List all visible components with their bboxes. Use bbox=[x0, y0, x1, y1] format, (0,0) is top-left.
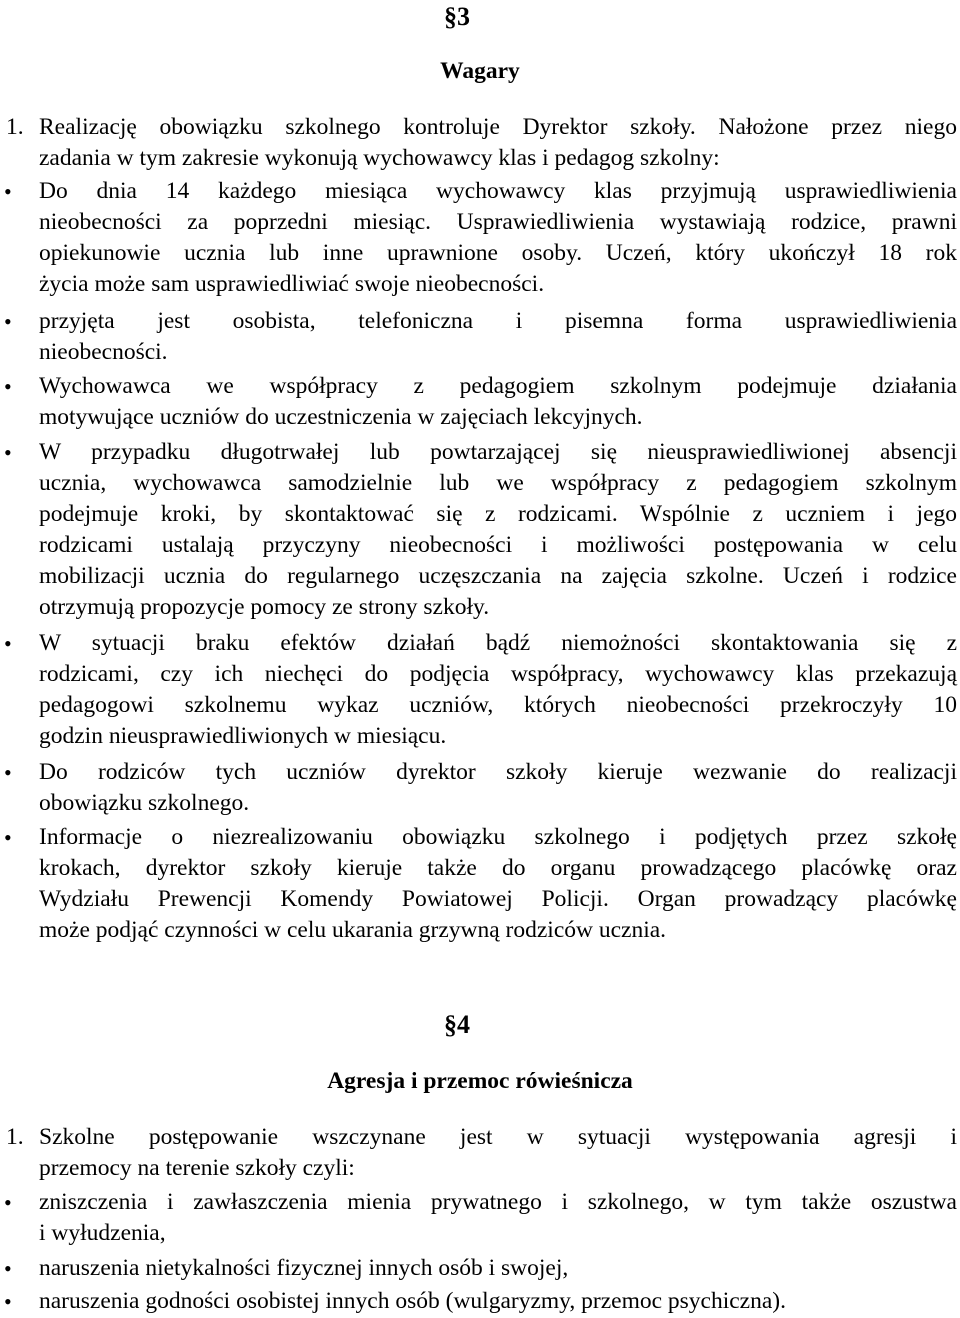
bullet-icon: • bbox=[4, 374, 12, 399]
list-item-text bbox=[39, 1286, 957, 1317]
text-line: Do rodziców tych uczniów dyrektor szkoły kieruje wezwanie do realizacji bbox=[39, 759, 957, 785]
text-line: motywujące uczniów do uczestniczenia w zajęciach lekcyjnych. bbox=[39, 404, 643, 430]
text-line: zadania w tym zakresie wykonują wychowawcy klas i pedagog szkolny: bbox=[39, 145, 720, 171]
list-item-text bbox=[39, 112, 957, 174]
text-line: otrzymują propozycje pomocy ze strony szkoły. bbox=[39, 594, 490, 620]
list-item-text bbox=[39, 822, 957, 946]
text-line: mobilizacji ucznia do regularnego uczęszczania na zajęcia szkolne. Uczeń i rodzice bbox=[39, 563, 957, 589]
text-line: godzin nieusprawiedliwionych w miesiącu. bbox=[39, 723, 447, 749]
text-line: rodzicami, czy ich niechęci do podjęcia współpracy, wychowawcy klas przekazują bbox=[39, 661, 957, 687]
bullet-icon: • bbox=[4, 631, 12, 656]
bullet-icon: • bbox=[4, 760, 12, 785]
bullet-icon: • bbox=[4, 825, 12, 850]
text-line: życia może sam usprawiedliwiać swoje nieobecności. bbox=[39, 271, 545, 297]
text-line: nieobecności za poprzedni miesiąc. Usprawiedliwienia wystawiają rodzice, prawni bbox=[39, 209, 957, 235]
list-item-text bbox=[39, 628, 957, 752]
bullet-icon: • bbox=[4, 309, 12, 334]
bullet-icon: • bbox=[4, 1256, 12, 1281]
bullet-icon: • bbox=[4, 440, 12, 465]
text-line: krokach, dyrektor szkoły kieruje także do organu prowadzącego placówkę oraz bbox=[39, 855, 957, 881]
text-line: zniszczenia i zawłaszczenia mienia prywatnego i szkolnego, w tym także oszustwa bbox=[39, 1189, 957, 1215]
text-line: przyjęta jest osobista, telefoniczna i pisemna forma usprawiedliwienia bbox=[39, 308, 957, 334]
list-item-text bbox=[39, 1122, 957, 1184]
list-item-text bbox=[39, 176, 957, 300]
text-line: W przypadku długotrwałej lub powtarzającej się nieusprawiedliwionej absencji bbox=[39, 439, 957, 465]
text-line: Wychowawca we współpracy z pedagogiem szkolnym podejmuje działania bbox=[39, 373, 957, 399]
text-line: naruszenia godności osobistej innych osób (wulgaryzmy, przemoc psychiczna). bbox=[39, 1288, 786, 1314]
list-number: 1. bbox=[6, 114, 24, 140]
text-line: Informacje o niezrealizowaniu obowiązku szkolnego i podjętych przez szkołę bbox=[39, 824, 957, 850]
list-item-text bbox=[39, 371, 957, 433]
bullet-icon: • bbox=[4, 179, 12, 204]
list-item-text bbox=[39, 437, 957, 623]
section-4-title: Agresja i przemoc rówieśnicza bbox=[327, 1068, 633, 1094]
text-line: podejmuje kroki, by skontaktować się z rodzicami. Wspólnie z uczniem i jego bbox=[39, 501, 957, 527]
section-3-title: Wagary bbox=[440, 58, 520, 84]
section-4-mark: §4 bbox=[444, 1010, 470, 1039]
list-item-text bbox=[39, 1187, 957, 1249]
text-line: Szkolne postępowanie wszczynane jest w sytuacji występowania agresji i bbox=[39, 1124, 957, 1150]
text-line: ucznia, wychowawca samodzielnie lub we współpracy z pedagogiem szkolnym bbox=[39, 470, 957, 496]
list-number: 1. bbox=[6, 1124, 24, 1150]
text-line: naruszenia nietykalności fizycznej innych osób i swojej, bbox=[39, 1255, 569, 1281]
text-line: przemocy na terenie szkoły czyli: bbox=[39, 1155, 355, 1181]
section-3-mark: §3 bbox=[444, 2, 470, 31]
text-line: nieobecności. bbox=[39, 339, 168, 365]
text-line: opiekunowie ucznia lub inne uprawnione osoby. Uczeń, który ukończył 18 rok bbox=[39, 240, 957, 266]
list-item-text bbox=[39, 1253, 957, 1284]
text-line: Realizację obowiązku szkolnego kontroluje Dyrektor szkoły. Nałożone przez niego bbox=[39, 114, 957, 140]
text-line: Do dnia 14 każdego miesiąca wychowawcy klas przyjmują usprawiedliwienia bbox=[39, 178, 957, 204]
text-line: i wyłudzenia, bbox=[39, 1220, 166, 1246]
list-item-text bbox=[39, 757, 957, 819]
list-item-text bbox=[39, 306, 957, 368]
text-line: pedagogowi szkolnemu wykaz uczniów, których nieobecności przekroczyły 10 bbox=[39, 692, 957, 718]
text-line: rodzicami ustalają przyczyny nieobecności i możliwości postępowania w celu bbox=[39, 532, 957, 558]
bullet-icon: • bbox=[4, 1190, 12, 1215]
bullet-icon: • bbox=[4, 1289, 12, 1314]
text-line: W sytuacji braku efektów działań bądź niemożności skontaktowania się z bbox=[39, 630, 957, 656]
text-line: może podjąć czynności w celu ukarania grzywną rodziców ucznia. bbox=[39, 917, 667, 943]
text-line: Wydziału Prewencji Komendy Powiatowej Policji. Organ prowadzący placówkę bbox=[39, 886, 957, 912]
text-line: obowiązku szkolnego. bbox=[39, 790, 250, 816]
